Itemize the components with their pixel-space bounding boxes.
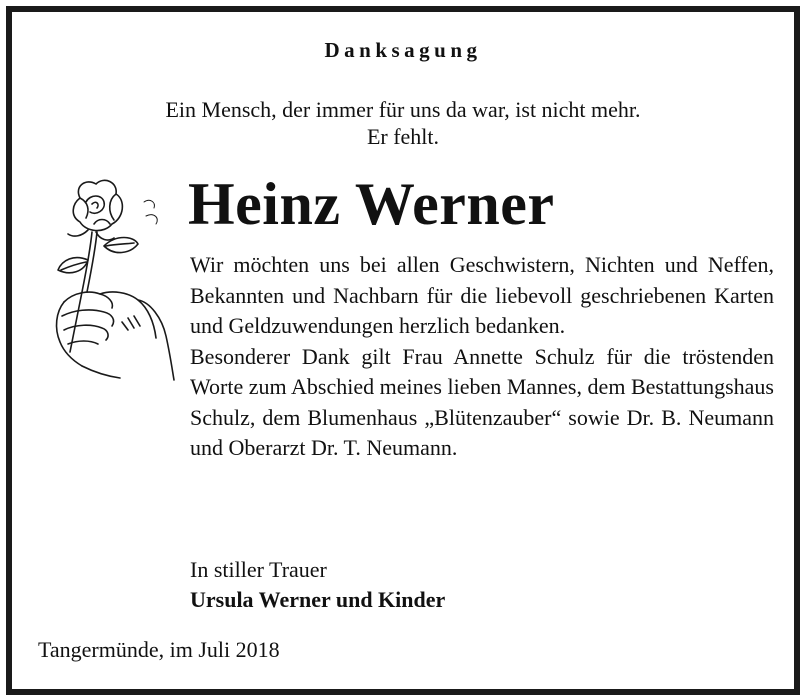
deceased-name: Heinz Werner	[188, 171, 555, 237]
closing-phrase: In stiller Trauer	[190, 557, 327, 582]
obituary-card	[6, 6, 800, 695]
notice-heading: Danksagung	[324, 38, 482, 62]
thanks-text	[190, 250, 774, 464]
hand-holding-rose-icon	[34, 172, 184, 382]
closing-block	[190, 555, 445, 615]
signature: Ursula Werner und Kinder	[190, 587, 446, 612]
thanks-paragraph-1: Wir möchten uns bei allen Geschwistern, Nichten und Neffen, Bekannten und Nachbarn für die liebevoll geschriebenen Karten und Geldzuwendungen herzlich bedanken.	[190, 252, 774, 338]
intro-text	[12, 96, 794, 150]
place-date: Tangermünde, im Juli 2018	[38, 637, 280, 662]
intro-line-1: Ein Mensch, der immer für uns da war, ist nicht mehr.	[165, 97, 641, 122]
intro-line-2: Er fehlt.	[366, 124, 440, 149]
thanks-paragraph-2: Besonderer Dank gilt Frau Annette Schulz für die tröstenden Worte zum Abschied meines lieben Mannes, dem Bestattungshaus Schulz, dem Blumenhaus „Blütenzauber“ sowie Dr. B. Neumann und Oberarzt Dr. T. Neumann.	[190, 343, 774, 460]
